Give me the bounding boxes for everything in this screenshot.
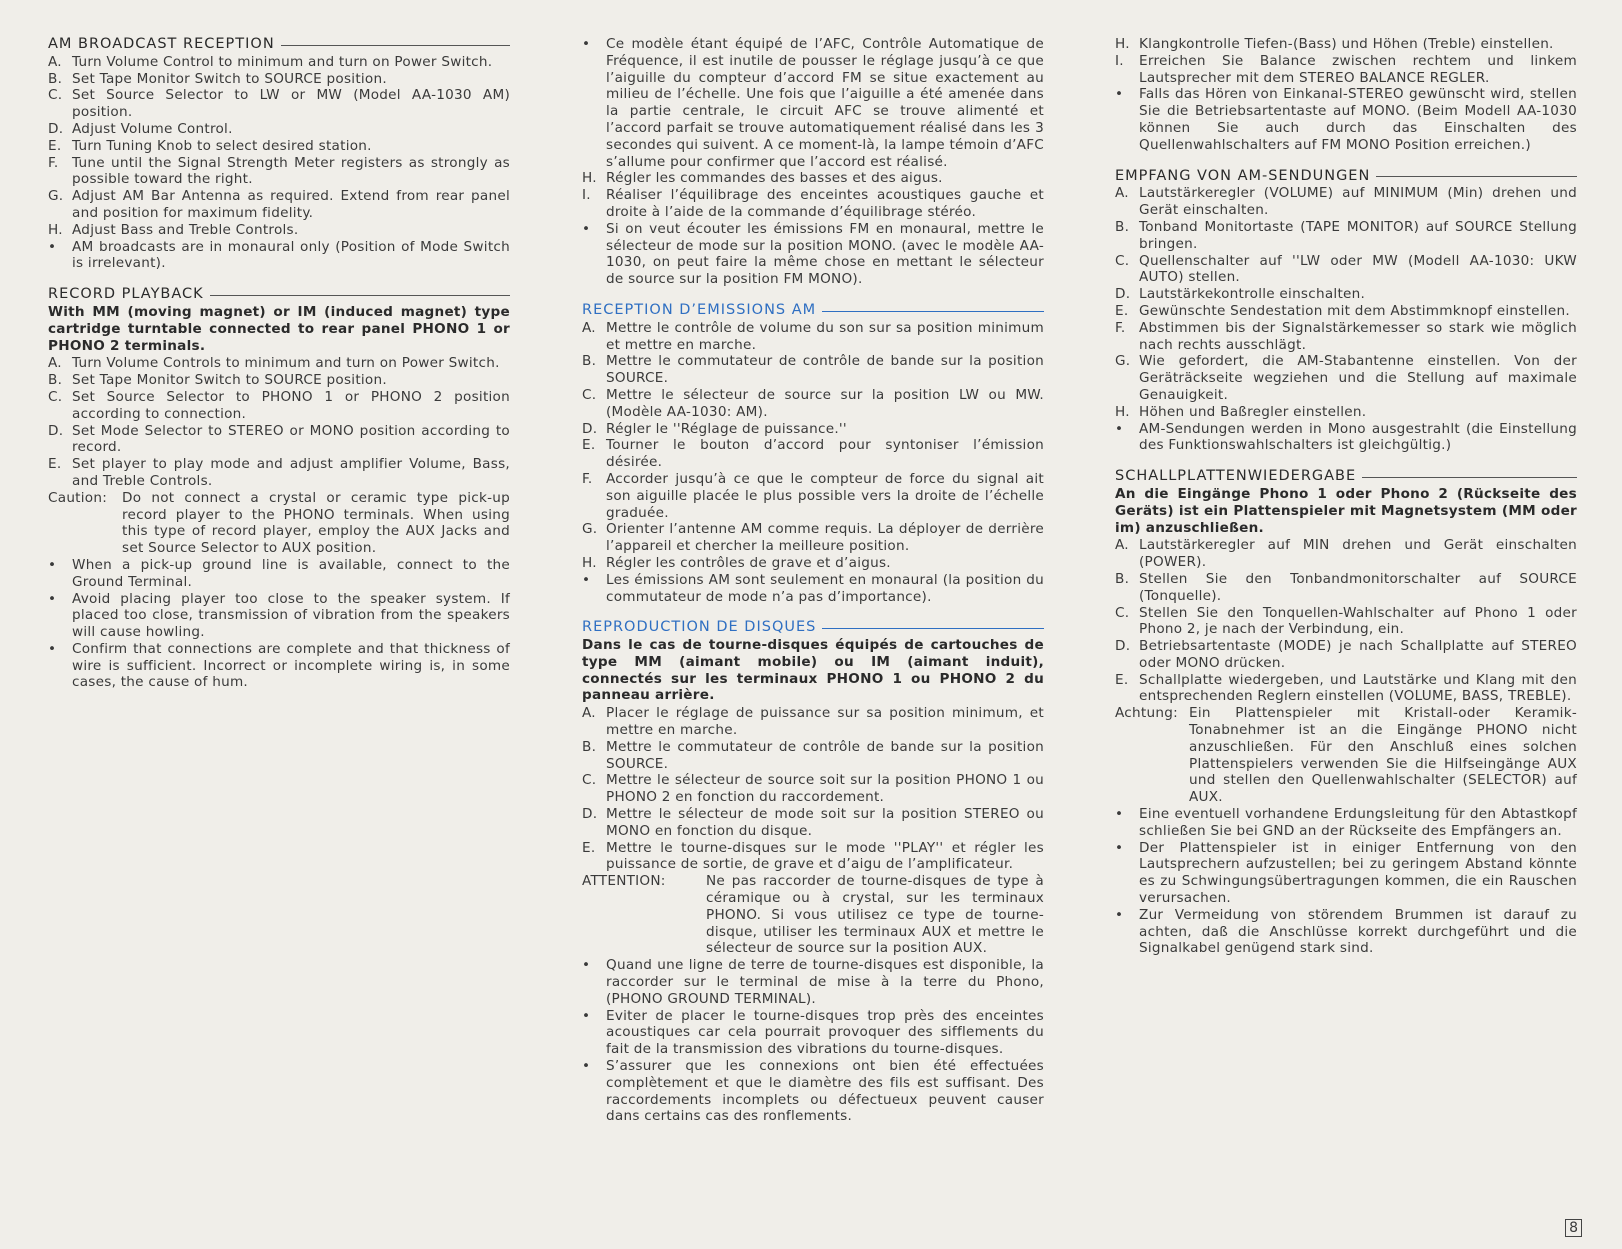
item-text: Mettre le contrôle de volume du son sur sa position minimum et mettre en marche.: [606, 319, 1044, 353]
item-text: Régler le ''Réglage de puissance.'': [606, 420, 847, 437]
list-item: [1115, 421, 1577, 455]
item-text: Falls das Hören von Einkanal-STEREO gewünscht wird, stellen Sie die Betriebsartentaste auf MONO. (Beim Modell AA-1030 können Sie auch durch das Einschalten des Quellenwahlschalters auf FM MONO Position erreichen.): [1139, 86, 1577, 153]
list-item: [582, 170, 1044, 187]
instruction-list: [582, 320, 1044, 606]
bullet-marker: •: [48, 590, 57, 607]
item-label: B.: [48, 372, 63, 389]
item-text: When a pick-up ground line is available, connect to the Ground Terminal.: [72, 556, 510, 590]
instruction-list: [582, 170, 1044, 288]
item-label: E.: [48, 456, 62, 473]
item-label: F.: [48, 154, 59, 171]
list-item: [582, 772, 1044, 806]
bullet-marker: •: [1115, 86, 1124, 103]
caution-label: ATTENTION:: [582, 873, 666, 890]
bullet-marker: •: [1115, 839, 1124, 856]
bullet-marker: •: [48, 640, 57, 657]
caution-text: Ein Plattenspieler mit Kristall-oder Keramik-Tonabnehmer ist an die Eingänge PHONO nicht anzuschließen. Für den Anschluß eines solchen Plattenspielers verwenden Sie die Hilfseingänge AUX und stellen den Quellenwahlschalter (SELECTOR) auf AUX.: [1189, 705, 1577, 806]
item-text: Ce modèle étant équipé de l’AFC, Contrôle Automatique de Fréquence, il est inutile de pousser le réglage jusqu’à ce que l’aiguille du compteur d’accord FM se situe exactement au milieu de l’échelle. Une fois que l’aiguille a été amenée dans la partie centrale, le circuit AFC se trouve alimenté et l’accord parfait se trouve automatiquement réalisé dans les 3 secondes qui suivent. A ce moment-là, la lampe témoin d’AFC s’allume pour confirmer que l’accord est réalisé.: [606, 36, 1044, 170]
caution-text: Ne pas raccorder de tourne-disques de type à céramique ou à crystal, sur les terminaux PHONO. Si vous utilisez ce type de tourne-disque, utiliser les terminaux AUX et mettre le sélecteur de source sur la position AUX.: [706, 873, 1044, 957]
item-text: Mettre le commutateur de contrôle de bande sur la position SOURCE.: [606, 353, 1044, 387]
item-text: Abstimmen bis der Signalstärkemesser so stark wie möglich nach rechts ausschlägt.: [1139, 319, 1577, 353]
page-number: 8: [1565, 1219, 1582, 1237]
item-label: H.: [582, 170, 597, 187]
list-item: [582, 572, 1044, 606]
item-text: Wie gefordert, die AM-Stabantenne einstellen. Von der Geräträckseite wegziehen und die Stellung auf maximale Genauigkeit.: [1139, 353, 1577, 403]
caution-note: [1115, 705, 1577, 806]
section-heading: REPRODUCTION DE DISQUES: [582, 619, 1044, 636]
instruction-list: [48, 54, 510, 272]
item-label: H.: [1115, 403, 1130, 420]
list-item: [582, 521, 1044, 555]
list-item: [582, 221, 1044, 288]
item-label: C.: [582, 772, 597, 789]
list-item: [48, 87, 510, 121]
list-item: [48, 456, 510, 490]
bullet-marker: •: [1115, 806, 1124, 823]
bullet-marker: •: [582, 1007, 591, 1024]
item-label: H.: [582, 554, 597, 571]
list-item: [48, 423, 510, 457]
item-text: Régler les contrôles de grave et d’aigus.: [606, 554, 891, 571]
list-item: [1115, 353, 1577, 403]
item-label: G.: [582, 521, 598, 538]
item-text: Set Tape Monitor Switch to SOURCE position.: [72, 372, 387, 389]
section-reproduction-disques: [582, 619, 1044, 1125]
list-item: [582, 471, 1044, 521]
section-heading: AM BROADCAST RECEPTION: [48, 36, 510, 53]
list-item: [48, 188, 510, 222]
item-text: Lautstärkekontrolle einschalten.: [1139, 286, 1366, 303]
list-item: [582, 320, 1044, 354]
item-label: E.: [1115, 302, 1129, 319]
bullet-marker: •: [582, 1058, 591, 1075]
item-text: AM broadcasts are in monaural only (Position of Mode Switch is irrelevant).: [72, 238, 510, 272]
item-text: Turn Tuning Knob to select desired station.: [72, 137, 372, 154]
item-text: Set Mode Selector to STEREO or MONO position according to record.: [72, 422, 510, 456]
list-item: [48, 355, 510, 372]
item-text: Set Source Selector to LW or MW (Model AA-1030 AM) position.: [72, 87, 510, 121]
list-item: [1115, 907, 1577, 957]
list-item: [582, 1058, 1044, 1125]
list-item: [48, 372, 510, 389]
item-text: Si on veut écouter les émissions FM en monaural, mettre le sélecteur de mode sur la position MONO. (avec le modèle AA-1030, on peut faire la même chose en mettant le sélecteur de source sur la position FM MONO).: [606, 220, 1044, 288]
bullet-marker: •: [582, 220, 591, 237]
list-item: [582, 36, 1044, 170]
item-label: A.: [48, 53, 62, 70]
list-item: [48, 641, 510, 691]
item-label: D.: [1115, 638, 1131, 655]
section-intro: An die Eingänge Phono 1 oder Phono 2 (Rückseite des Geräts) ist ein Plattenspieler mit Magnetsystem (MM oder im) anzuschließen.: [1115, 485, 1577, 536]
list-item: [582, 705, 1044, 739]
item-label: D.: [582, 420, 598, 437]
item-label: E.: [582, 437, 596, 454]
column-french: [582, 36, 1044, 1139]
item-text: Mettre le sélecteur de mode soit sur la position STEREO ou MONO en fonction du disque.: [606, 806, 1044, 839]
item-text: Régler les commandes des basses et des aigus.: [606, 170, 943, 187]
item-text: Confirm that connections are complete and that thickness of wire is sufficient. Incorrect or incomplete wiring is, in some cases, the cause of hum.: [72, 640, 510, 691]
bullet-marker: •: [1115, 906, 1124, 923]
bullet-marker: •: [48, 556, 57, 573]
bullet-list: [1115, 806, 1577, 957]
list-item: [1115, 303, 1577, 320]
item-label: H.: [48, 221, 63, 238]
list-item: [582, 353, 1044, 387]
item-text: Eine eventuell vorhandene Erdungsleitung für den Abtastkopf schließen Sie bei GND an der Rückseite des Empfängers an.: [1139, 806, 1577, 839]
bullet-marker: •: [1115, 420, 1124, 437]
list-item: [1115, 404, 1577, 421]
item-text: Klangkontrolle Tiefen-(Bass) und Höhen (Treble) einstellen.: [1139, 36, 1554, 52]
list-item: [48, 222, 510, 239]
list-item: [1115, 638, 1577, 672]
list-item: [48, 155, 510, 189]
list-item: [582, 555, 1044, 572]
item-text: Stellen Sie den Tonquellen-Wahlschalter auf Phono 1 oder Phono 2, je nach der Verbindung, ein.: [1139, 604, 1577, 638]
list-item: [582, 437, 1044, 471]
item-label: D.: [48, 422, 64, 439]
caution-note: [582, 873, 1044, 957]
item-text: Tune until the Signal Strength Meter registers as strongly as possible toward the right.: [72, 154, 510, 188]
item-label: A.: [48, 355, 62, 372]
item-text: Mettre le tourne-disques sur le mode ''PLAY'' et régler les puissance de sortie, de grave et d’aigu de l’amplificateur.: [606, 839, 1044, 873]
section-empfang-am: [1115, 168, 1577, 455]
section-intro: With MM (moving magnet) or IM (induced magnet) type cartridge turntable connected to rear panel PHONO 1 or PHONO 2 terminals.: [48, 303, 510, 354]
item-text: Betriebsartentaste (MODE) je nach Schallplatte auf STEREO oder MONO drücken.: [1139, 638, 1577, 671]
item-text: Adjust AM Bar Antenna as required. Extend from rear panel and position for maximum fidelity.: [72, 188, 510, 221]
list-item: [48, 54, 510, 71]
list-item: [1115, 86, 1577, 153]
item-label: F.: [582, 470, 593, 487]
section-heading: EMPFANG VON AM-SENDUNGEN: [1115, 168, 1577, 185]
item-text: Stellen Sie den Tonbandmonitorschalter auf SOURCE (Tonquelle).: [1139, 570, 1577, 604]
column-german: [1115, 36, 1577, 971]
bullet-list: [582, 957, 1044, 1125]
list-item: [48, 389, 510, 423]
list-item: [582, 840, 1044, 874]
item-label: E.: [48, 137, 62, 154]
item-text: Höhen und Baßregler einstellen.: [1139, 403, 1367, 420]
instruction-list: [582, 705, 1044, 873]
list-item: [582, 806, 1044, 840]
item-label: D.: [582, 806, 598, 823]
bullet-marker: •: [582, 957, 591, 974]
list-item: [1115, 286, 1577, 303]
caution-label: Achtung:: [1115, 705, 1178, 722]
item-text: Der Plattenspieler ist in einiger Entfernung von den Lautsprechern aufzustellen; bei zu geringem Abstand könnte es zu Schwingungsübertragungen kommen, die ein Rauschen verursachen.: [1139, 839, 1577, 907]
item-label: B.: [582, 353, 597, 370]
section-intro: Dans le cas de tourne-disques équipés de cartouches de type MM (aimant mobile) ou IM (aimant induit), connectés sur les terminaux PHONO 1 ou PHONO 2 du panneau arrière.: [582, 637, 1044, 704]
section-heading: SCHALLPLATTENWIEDERGABE: [1115, 468, 1577, 485]
item-label: C.: [1115, 604, 1130, 621]
section-heading: RECORD PLAYBACK: [48, 286, 510, 303]
item-label: H.: [1115, 36, 1130, 52]
instruction-list: [48, 355, 510, 489]
list-item: [1115, 537, 1577, 571]
list-item: [1115, 253, 1577, 287]
item-label: G.: [1115, 353, 1131, 370]
item-label: A.: [1115, 537, 1129, 554]
item-label: A.: [582, 705, 596, 722]
item-label: E.: [1115, 671, 1129, 688]
list-item: [1115, 185, 1577, 219]
item-text: Lautstärkeregler (VOLUME) auf MINIMUM (Min) drehen und Gerät einschalten.: [1139, 185, 1577, 219]
item-text: Tonband Monitortaste (TAPE MONITOR) auf SOURCE Stellung bringen.: [1139, 218, 1577, 252]
list-item: [582, 957, 1044, 1007]
item-text: Lautstärkeregler auf MIN drehen und Gerät einschalten (POWER).: [1139, 537, 1577, 571]
item-text: Placer le réglage de puissance sur sa position minimum, et mettre en marche.: [606, 705, 1044, 739]
bullet-marker: •: [582, 36, 591, 52]
list-item: [1115, 806, 1577, 840]
item-label: D.: [48, 120, 64, 137]
item-text: Schallplatte wiedergeben, und Lautstärke und Klang mit den entsprechenden Reglern einstellen (VOLUME, BASS, TREBLE).: [1139, 671, 1577, 705]
item-label: I.: [582, 187, 591, 204]
item-label: C.: [582, 386, 597, 403]
item-label: B.: [48, 70, 63, 87]
section-reception-am: [582, 302, 1044, 605]
item-text: AM-Sendungen werden in Mono ausgestrahlt (die Einstellung des Funktionswahlschalters ist gleichgültig.): [1139, 420, 1577, 454]
item-text: Erreichen Sie Balance zwischen rechtem und linkem Lautsprecher mit dem STEREO BALANCE REGLER.: [1139, 52, 1577, 86]
section-schallplattenwiedergabe: [1115, 468, 1577, 957]
item-label: I.: [1115, 52, 1124, 69]
item-text: Accorder jusqu’à ce que le compteur de force du signal ait son aiguille placée le plus possible vers la droite de l’échelle graduée.: [606, 470, 1044, 521]
list-item: [1115, 571, 1577, 605]
item-text: Turn Volume Control to minimum and turn on Power Switch.: [72, 53, 493, 70]
item-text: Les émissions AM sont seulement en monaural (la position du commutateur de mode n’a pas d’importance).: [606, 571, 1044, 605]
list-item: [582, 387, 1044, 421]
list-item: [582, 739, 1044, 773]
list-item: [1115, 53, 1577, 87]
item-text: Set Tape Monitor Switch to SOURCE position.: [72, 70, 387, 87]
item-text: Avoid placing player too close to the speaker system. If placed too close, transmission of vibration from the speakers will cause howling.: [72, 590, 510, 641]
item-text: Set player to play mode and adjust amplifier Volume, Bass, and Treble Controls.: [72, 456, 510, 489]
caution-label: Caution:: [48, 489, 108, 506]
list-item: [1115, 219, 1577, 253]
item-text: S’assurer que les connexions ont bien été effectuées complètement et que le diamètre des fils est suffisant. Des raccordements incomplets ou défectueux peuvent causer dans certains cas des ronflements.: [606, 1058, 1044, 1125]
item-label: B.: [1115, 218, 1130, 235]
list-item: [48, 239, 510, 273]
item-text: Adjust Bass and Treble Controls.: [72, 221, 299, 238]
item-label: E.: [582, 839, 596, 856]
section-fm-continued: [582, 36, 1044, 288]
item-text: Set Source Selector to PHONO 1 or PHONO 2 position according to connection.: [72, 388, 510, 422]
item-label: C.: [48, 388, 63, 405]
list-item: [1115, 840, 1577, 907]
list-item: [582, 1008, 1044, 1058]
list-item: [1115, 36, 1577, 53]
item-text: Zur Vermeidung von störendem Brummen ist darauf zu achten, daß die Anschlüsse korrekt durchgeführt und die Signalkabel genügend stark sind.: [1139, 906, 1577, 957]
section-record-playback: [48, 286, 510, 691]
section-fm-continued: [1115, 36, 1577, 154]
instruction-list: [1115, 36, 1577, 154]
item-text: Mettre le commutateur de contrôle de bande sur la position SOURCE.: [606, 738, 1044, 772]
item-text: Quellenschalter auf ''LW oder MW (Modell AA-1030: UKW AUTO) stellen.: [1139, 252, 1577, 286]
instruction-list: [1115, 537, 1577, 705]
item-label: G.: [48, 188, 64, 205]
bullet-marker: •: [582, 571, 591, 588]
item-text: Orienter l’antenne AM comme requis. La déployer de derrière l’appareil et chercher la meilleure position.: [606, 521, 1044, 555]
list-item: [48, 557, 510, 591]
item-text: Quand une ligne de terre de tourne-disques est disponible, la raccorder sur le terminal de mise à la terre du Phono, (PHONO GROUND TERMINAL).: [606, 957, 1044, 1007]
item-text: Eviter de placer le tourne-disques trop près des enceintes acoustiques car cela pourrait provoquer des sifflements du fait de la transmission des vibrations du tourne-disques.: [606, 1007, 1044, 1058]
item-text: Adjust Volume Control.: [72, 120, 233, 137]
item-label: B.: [582, 738, 597, 755]
item-text: Mettre le sélecteur de source sur la position LW ou MW. (Modèle AA-1030: AM).: [606, 386, 1044, 420]
list-item: [1115, 320, 1577, 354]
list-item: [48, 71, 510, 88]
item-label: A.: [582, 319, 596, 336]
item-label: C.: [48, 87, 63, 104]
section-heading: RECEPTION D’EMISSIONS AM: [582, 302, 1044, 319]
column-english: [48, 36, 510, 705]
list-item: [1115, 605, 1577, 639]
section-am-broadcast: [48, 36, 510, 272]
item-label: B.: [1115, 570, 1130, 587]
item-label: C.: [1115, 252, 1130, 269]
list-item: [48, 121, 510, 138]
list-item: [582, 187, 1044, 221]
bullet-marker: •: [48, 238, 57, 255]
item-label: F.: [1115, 319, 1126, 336]
bullet-list: [48, 557, 510, 691]
item-text: Tourner le bouton d’accord pour syntoniser l’émission désirée.: [606, 437, 1044, 471]
item-label: A.: [1115, 185, 1129, 202]
list-item: [48, 591, 510, 641]
caution-note: [48, 490, 510, 557]
item-text: Réaliser l’équilibrage des enceintes acoustiques gauche et droite à l’aide de la commande d’équilibrage stéréo.: [606, 187, 1044, 220]
instruction-list: [1115, 185, 1577, 454]
item-text: Mettre le sélecteur de source soit sur la position PHONO 1 ou PHONO 2 en fonction du raccordement.: [606, 772, 1044, 806]
item-label: D.: [1115, 286, 1131, 303]
caution-text: Do not connect a crystal or ceramic type pick-up record player to the PHONO terminals. When using this type of record player, employ the AUX Jacks and set Source Selector to AUX position.: [122, 489, 510, 557]
list-item: [48, 138, 510, 155]
list-item: [582, 421, 1044, 438]
item-text: Gewünschte Sendestation mit dem Abstimmknopf einstellen.: [1139, 302, 1570, 319]
list-item: [1115, 672, 1577, 706]
item-text: Turn Volume Controls to minimum and turn on Power Switch.: [72, 355, 500, 372]
